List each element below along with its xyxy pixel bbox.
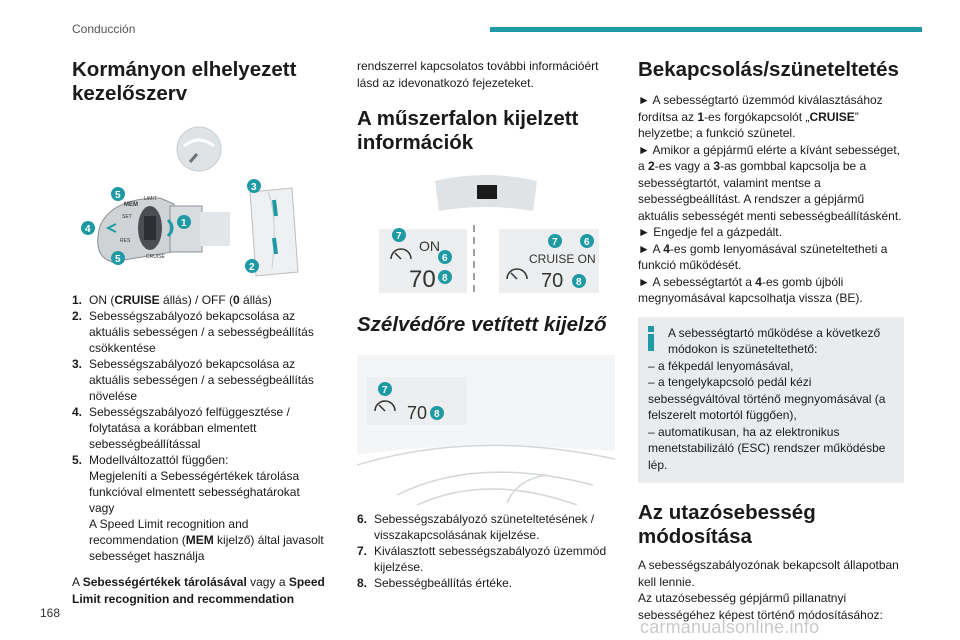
badge-4: [81, 221, 95, 235]
badge-5-bottom: [111, 251, 125, 265]
svg-text:8: 8: [434, 409, 440, 420]
info-box: [638, 317, 904, 484]
list-item: 2. Sebességszabályozó bekapcsolása az aktuális sebességen / a sebességbeállítás csökkentése: [72, 309, 314, 355]
section-title: Conducción: [72, 22, 136, 36]
list-item: 5. Modellváltozattól függően: Megjeleníti a Sebességértékek tárolása funkcióval elmentett sebességhatárokat vagy A Speed Limit recognition and recommendation (MEM kijelző) által javasolt sebességet használja: [72, 453, 324, 563]
heading-speed-change: Az utazósebesség módosítása: [638, 501, 816, 548]
badge-7b: [548, 234, 562, 248]
svg-text:1: 1: [181, 218, 187, 229]
paragraph-speed-change-2: Az utazósebesség gépjármű pillanatnyi sebességéhez képest történő módosításához:: [638, 591, 883, 622]
stalk-label-limit: LIMIT: [144, 196, 157, 202]
cluster-speed: 70: [409, 266, 436, 293]
list-item: 4. Sebességszabályozó felfüggesztése / folytatása a korábban elmentett sebességbeállítással: [72, 405, 290, 451]
cluster-cruise-on-label: CRUISE ON: [529, 252, 596, 266]
badge-8: [438, 270, 452, 284]
heading-steering-control: Kormányon elhelyezett kezelőszerv: [72, 58, 297, 105]
badge-2: [245, 259, 259, 273]
cluster-on-label: ON: [419, 238, 440, 254]
watermark: carmanualsonline.info: [640, 617, 820, 637]
cruise-stalk-illustration: [72, 176, 334, 286]
heading-instrument-panel: A műszerfalon kijelzett információk: [357, 107, 579, 154]
cluster-speed-2: 70: [541, 270, 564, 292]
list-item: 3. Sebességszabályozó bekapcsolása az aktuális sebességen / a sebességbeállítás növelése: [72, 357, 314, 403]
badge-8c: [430, 406, 444, 420]
page-number: 168: [40, 606, 61, 620]
header-accent-bar: [490, 27, 922, 32]
instrument-cluster-icon: [357, 171, 615, 217]
info-intro: A sebességtartó működése a következő módokon is szüneteltethető:: [668, 325, 881, 356]
heading-hud: Szélvédőre vetített kijelző: [357, 313, 607, 336]
svg-text:4: 4: [85, 224, 91, 235]
paragraph-step-1: ► A sebességtartó üzemmód kiválasztásához fordítsa az 1-es forgókapcsolót „CRUISE” helyzetbe; a funkció szünetel.: [638, 93, 883, 140]
stalk-label-mem: MEM: [124, 202, 138, 208]
info-icon: [648, 326, 654, 351]
cluster-display-panels: [357, 221, 615, 297]
paragraph-step-5: ► A sebességtartót a 4-es gomb újbóli megnyomásával kapcsolhatja vissza (BE).: [638, 274, 863, 305]
column-steering-control: [72, 58, 334, 607]
column-activation: [638, 58, 904, 623]
svg-text:2: 2: [249, 262, 255, 273]
paragraph-speed-change-1: A sebességszabályozónak bekapcsolt állapotban kell lennie.: [638, 558, 899, 589]
badge-7c: [378, 382, 392, 396]
svg-text:6: 6: [584, 237, 590, 248]
stalk-label-cruise: CRUISE: [146, 254, 165, 260]
svg-text:8: 8: [576, 277, 582, 288]
badge-5-top: [111, 187, 125, 201]
badge-1: [177, 215, 191, 229]
intro-text: rendszerrel kapcsolatos további információért lásd az idevonatkozó fejezeteket.: [357, 59, 599, 90]
svg-text:7: 7: [382, 385, 388, 396]
footer-note: A Sebességértékek tárolásával vagy a Speed Limit recognition and recommendation: [72, 575, 325, 606]
list-item: 6. Sebességszabályozó szüneteltetésének / visszakapcsolásának kijelzése.: [357, 512, 595, 542]
column-displays: [357, 58, 615, 591]
svg-text:6: 6: [442, 253, 448, 264]
stalk-label-res: RES: [120, 238, 131, 244]
head-up-display-illustration: [357, 355, 615, 505]
control-legend-list: [72, 292, 334, 564]
svg-text:7: 7: [396, 231, 402, 242]
stalk-label-set: SET: [122, 214, 132, 220]
list-item: 7. Kiválasztott sebességszabályozó üzemmód kijelzése.: [357, 544, 607, 574]
svg-text:8: 8: [442, 273, 448, 284]
list-item: 8. Sebességbeállítás értéke.: [357, 576, 513, 590]
display-legend-list: [357, 511, 615, 591]
list-item: 1. ON (CRUISE állás) / OFF (0 állás): [72, 293, 272, 307]
svg-text:5: 5: [115, 190, 121, 201]
svg-text:7: 7: [552, 237, 558, 248]
paragraph-step-3: ► Engedje fel a gázpedált.: [638, 225, 782, 239]
info-item: – a tengelykapcsoló pedál kézi sebességváltóval történő megnyomásával (a felszerelt motortól függően),: [648, 375, 886, 422]
info-item: – automatikusan, ha az elektronikus menetstabilizáló (ESC) rendszer működésbe lép.: [648, 424, 886, 472]
info-item: – a fékpedál lenyomásával,: [648, 358, 794, 373]
paragraph-step-2: ► Amikor a gépjármű elérte a kívánt sebességet, a 2-es vagy a 3-as gombbal kapcsolja be a sebességtartót, valamint mentse a sebességbeállítást. A rendszer a gépjármű aktuális sebességét menti sebességbeállításként.: [638, 142, 902, 223]
svg-text:3: 3: [251, 182, 257, 193]
hud-speed: 70: [407, 403, 428, 423]
paragraph-step-4: ► A 4-es gomb lenyomásával szüneteltetheti a funkció működését.: [638, 241, 888, 272]
svg-text:5: 5: [115, 254, 121, 265]
badge-6: [438, 250, 452, 264]
badge-6b: [580, 234, 594, 248]
badge-8b: [572, 274, 586, 288]
badge-3: [247, 179, 261, 193]
badge-7: [392, 228, 406, 242]
heading-activation: Bekapcsolás/szüneteltetés: [638, 58, 899, 81]
